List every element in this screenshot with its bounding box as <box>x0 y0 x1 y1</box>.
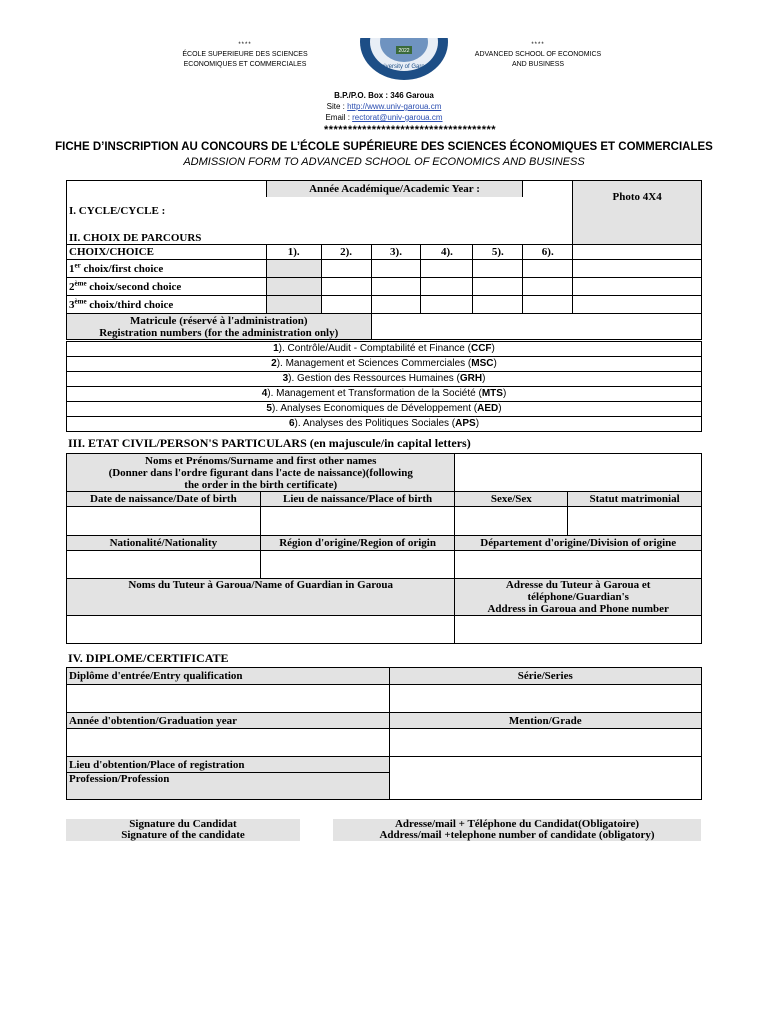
ordinal-suffix: er <box>74 260 81 269</box>
choice-col-3: 3). <box>371 245 421 260</box>
program-item <box>67 342 702 357</box>
third-choice-label <box>67 296 267 314</box>
logo-year: 2022 <box>398 48 410 54</box>
school-name-fr-line1: ÉCOLE SUPERIEURE DES SCIENCES <box>182 51 308 58</box>
ordinal: 3 <box>69 298 75 311</box>
choice-col-5: 5). <box>473 245 523 260</box>
guardian-field[interactable] <box>67 616 455 644</box>
choice-cell[interactable] <box>473 260 523 278</box>
form-title-fr: FICHE D’INSCRIPTION AU CONCOURS DE L’ÉCOLE SUPÉRIEURE DES SCIENCES ÉCONOMIQUES ET COMMERCIALES <box>55 141 713 153</box>
ordinal: 2 <box>69 280 75 293</box>
program-end: ) <box>493 358 497 369</box>
choice-text: choix/first choice <box>80 262 164 275</box>
guardian-address-field[interactable] <box>455 616 702 644</box>
choice-cell[interactable] <box>266 296 321 314</box>
division-label: Département d'origine/Division of origine <box>455 536 702 551</box>
choice-cell[interactable] <box>523 278 573 296</box>
ordinal-suffix: ème <box>74 296 87 305</box>
choice-cell[interactable] <box>321 296 371 314</box>
names-line3: the order in the birth certificate) <box>184 478 338 491</box>
names-label <box>67 454 455 492</box>
program-num: 3 <box>282 373 289 384</box>
section-3-title: III. ETAT CIVIL/PERSON'S PARTICULARS (en majuscule/in capital letters) <box>68 436 471 450</box>
signature-line2: Signature of the candidate <box>121 829 245 841</box>
grade-label: Mention/Grade <box>389 713 701 729</box>
blank-cell <box>573 296 702 314</box>
sex-label: Sexe/Sex <box>455 492 568 507</box>
choice-cell[interactable] <box>321 260 371 278</box>
choice-cell[interactable] <box>421 296 473 314</box>
choice-col-4: 4). <box>421 245 473 260</box>
photo-box[interactable]: Photo 4X4 <box>573 181 702 245</box>
choice-col-2: 2). <box>321 245 371 260</box>
section-4-title: IV. DIPLOME/CERTIFICATE <box>68 651 229 665</box>
marital-label: Statut matrimonial <box>568 492 702 507</box>
choice-cell[interactable] <box>523 296 573 314</box>
place-profession-field[interactable] <box>389 757 701 800</box>
blank-cell <box>573 278 702 296</box>
choice-cell[interactable] <box>523 260 573 278</box>
choice-cell[interactable] <box>266 260 321 278</box>
program-num: 4 <box>261 388 268 399</box>
grade-field[interactable] <box>389 729 701 757</box>
program-num: 5 <box>266 403 272 414</box>
blank-cell <box>573 245 702 260</box>
region-label: Région d'origine/Region of origin <box>260 536 455 551</box>
program-code: APS <box>455 418 476 429</box>
program-end: ) <box>475 418 480 429</box>
guardian-label: Noms du Tuteur à Garoua/Name of Guardian in Garoua <box>67 579 455 616</box>
nationality-field[interactable] <box>67 551 261 579</box>
marital-field[interactable] <box>568 507 702 536</box>
choice-cell[interactable] <box>473 296 523 314</box>
graduation-year-field[interactable] <box>67 729 390 757</box>
site-line <box>284 101 484 112</box>
program-text: ). Management et Sciences Commerciales ( <box>276 358 472 369</box>
dob-label: Date de naissance/Date of birth <box>67 492 261 507</box>
choice-cell[interactable] <box>473 278 523 296</box>
choice-cell[interactable] <box>266 278 321 296</box>
entry-qualification-field[interactable] <box>67 685 390 713</box>
email-line <box>284 112 484 123</box>
names-field[interactable] <box>455 454 702 492</box>
program-code: GRH <box>459 373 483 384</box>
choice-cell[interactable] <box>321 278 371 296</box>
site-link[interactable]: http://www.univ-garoua.cm <box>347 102 442 111</box>
academic-year-label: Année Académique/Academic Year : <box>266 181 523 197</box>
sex-field[interactable] <box>455 507 568 536</box>
school-name-fr-line2: ECONOMIQUES ET COMMERCIALES <box>183 61 307 68</box>
division-field[interactable] <box>455 551 702 579</box>
choice-cell[interactable] <box>421 278 473 296</box>
program-code: AED <box>477 403 499 414</box>
names-line2: (Donner dans l'ordre figurant dans l'acte de naissance)(following <box>108 466 413 479</box>
blank-cell <box>573 260 702 278</box>
entry-qualification-label: Diplôme d'entrée/Entry qualification <box>67 668 390 685</box>
ordinal: 1 <box>69 262 75 275</box>
matricule-line2: Registration numbers (for the administration only) <box>99 326 339 339</box>
guardian-address-label <box>455 579 702 616</box>
stars-decoration: **** <box>238 42 252 48</box>
guardian-address-line1: Adresse du Tuteur à Garoua et <box>505 579 651 591</box>
email-label: Email : <box>325 113 353 122</box>
blank-cell <box>67 181 267 197</box>
program-end: ) <box>502 388 507 399</box>
program-num: 6 <box>288 418 295 429</box>
choice-cell[interactable] <box>421 260 473 278</box>
form-title-en: ADMISSION FORM TO ADVANCED SCHOOL OF ECONOMICS AND BUSINESS <box>183 156 585 168</box>
guardian-address-line2: téléphone/Guardian's <box>527 591 629 603</box>
second-choice-label <box>67 278 267 296</box>
program-end: ) <box>482 373 486 384</box>
choice-text: choix/second choice <box>86 280 182 293</box>
school-name-fr <box>160 40 330 70</box>
candidate-address-label <box>333 819 701 841</box>
series-label: Série/Series <box>389 668 701 685</box>
address-line2: Address/mail +telephone number of candidate (obligatory) <box>379 829 655 841</box>
choice-cell[interactable] <box>371 260 421 278</box>
logo-text: University of Garoua <box>376 64 432 70</box>
program-text: ). Contrôle/Audit - Comptabilité et Finance ( <box>278 343 471 354</box>
signature-line1: Signature du Candidat <box>129 818 237 830</box>
program-item <box>67 387 702 402</box>
school-name-en-line2: AND BUSINESS <box>511 61 565 68</box>
pob-label: Lieu de naissance/Place of birth <box>260 492 455 507</box>
series-field[interactable] <box>389 685 701 713</box>
pob-field[interactable] <box>260 507 455 536</box>
star-divider: ************************************ <box>323 124 497 136</box>
matricule-field[interactable] <box>371 314 701 340</box>
place-label: Lieu d'obtention/Place of registration <box>67 757 390 773</box>
address-line1: Adresse/mail + Téléphone du Candidat(Obligatoire) <box>394 818 639 830</box>
school-name-en-line1: ADVANCED SCHOOL OF ECONOMICS <box>474 51 602 58</box>
programs-list <box>66 341 702 432</box>
program-item <box>67 417 702 432</box>
choice-col-6: 6). <box>523 245 573 260</box>
matricule-label <box>67 314 372 340</box>
matricule-line1: Matricule (réservé à l'administration) <box>130 314 308 327</box>
choice-cell[interactable] <box>371 278 421 296</box>
ordinal-suffix: ème <box>74 278 87 287</box>
nationality-label: Nationalité/Nationality <box>67 536 261 551</box>
program-end: ) <box>498 403 502 414</box>
school-name-en <box>458 40 618 70</box>
civil-status-table <box>66 453 702 644</box>
program-item <box>67 372 702 387</box>
choice-table <box>66 180 702 340</box>
choice-cell[interactable] <box>371 296 421 314</box>
parcours-label: II. CHOIX DE PARCOURS <box>67 225 573 245</box>
dob-field[interactable] <box>67 507 261 536</box>
email-link[interactable]: rectorat@univ-garoua.cm <box>352 113 443 122</box>
academic-year-field[interactable] <box>523 181 573 197</box>
program-text: ). Management et Transformation de la Société ( <box>267 388 482 399</box>
names-line1: Noms et Prénoms/Surname and first other names <box>145 454 377 467</box>
program-num: 1 <box>273 343 279 354</box>
diploma-table <box>66 667 702 800</box>
program-text: ). Gestion des Ressources Humaines ( <box>288 373 460 384</box>
program-text: ). Analyses des Politiques Sociales ( <box>294 418 456 429</box>
contact-block <box>284 90 484 123</box>
program-code: CCF <box>470 343 492 354</box>
graduation-year-label: Année d'obtention/Graduation year <box>67 713 390 729</box>
region-field[interactable] <box>260 551 455 579</box>
choice-col-1: 1). <box>266 245 321 260</box>
program-num: 2 <box>271 358 277 369</box>
program-item <box>67 402 702 417</box>
choice-header: CHOIX/CHOICE <box>67 245 267 260</box>
cycle-label: I. CYCLE/CYCLE : <box>67 197 573 225</box>
candidate-signature-label <box>66 819 300 841</box>
program-code: MSC <box>471 358 494 369</box>
program-code: MTS <box>481 388 503 399</box>
guardian-address-line3: Address in Garoua and Phone number <box>487 603 669 615</box>
first-choice-label <box>67 260 267 278</box>
university-logo <box>358 38 450 80</box>
program-item <box>67 357 702 372</box>
program-end: ) <box>491 343 495 354</box>
stars-decoration: **** <box>531 42 545 48</box>
choice-text: choix/third choice <box>86 298 174 311</box>
program-text: ). Analyses Economiques de Développement ( <box>271 403 478 414</box>
po-box: B.P./P.O. Box : 346 Garoua <box>334 91 434 100</box>
profession-label: Profession/Profession <box>67 773 390 800</box>
site-label: Site : <box>326 102 348 111</box>
